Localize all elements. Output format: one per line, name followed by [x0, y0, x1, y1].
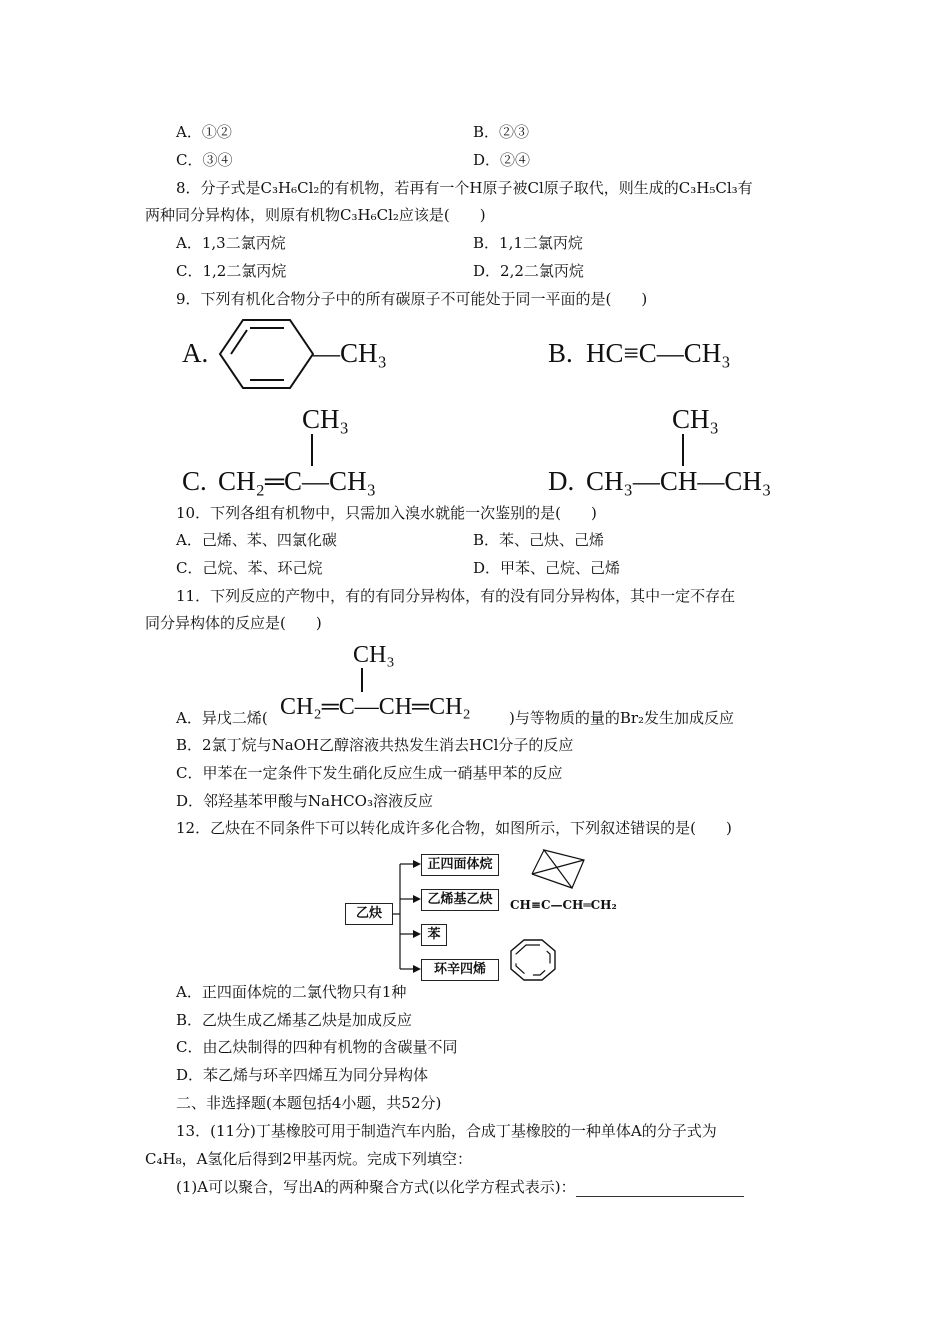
q11-isoprene-bond [360, 668, 364, 692]
q8-option-d: D．2,2二氯丙烷 [473, 262, 584, 280]
q7-option-d: D．②④ [473, 151, 531, 169]
q9-stem: 9．下列有机化合物分子中的所有碳原子不可能处于同一平面的是( ) [176, 290, 648, 308]
q10-option-c: C．己烷、苯、环己烷 [176, 559, 323, 577]
q7-option-a: A．①② [176, 123, 232, 141]
q9-c-methyl: CH₃ [302, 404, 349, 434]
q7-option-b: B．②③ [473, 123, 530, 141]
q8-option-a: A．1,3二氯丙烷 [176, 234, 286, 252]
q10-option-d: D．甲苯、己烷、己烯 [473, 559, 621, 577]
q11-option-d: D．邻羟基苯甲酸与NaHCO₃溶液反应 [176, 792, 433, 810]
q8-stem-line2: 两种同分异构体，则原有机物C₃H₆Cl₂应该是( ) [145, 206, 486, 224]
q11-isoprene-methyl: CH₃ [353, 642, 395, 668]
benzene-ring-icon [218, 316, 318, 392]
q9-label-a: A. [182, 338, 209, 368]
q9-d-methyl: CH₃ [672, 404, 719, 434]
q11-option-c: C．甲苯在一定条件下发生硝化反应生成一硝基甲苯的反应 [176, 764, 563, 782]
q9-d-formula: CH₃—CH—CH₃ [586, 466, 772, 496]
q12-vinylacetylene-formula: CH≡C—CH═CH₂ [510, 898, 617, 912]
section-2-heading: 二、非选择题(本题包括4小题，共52分) [176, 1094, 442, 1112]
q9-label-b: B. [548, 338, 573, 368]
q11-option-a-pre: A．异戊二烯( [176, 709, 268, 727]
q9-a-methyl: —CH₃ [313, 338, 387, 368]
q9-d-bond [681, 434, 685, 466]
q11-option-a-post: )与等物质的量的Br₂发生加成反应 [509, 709, 735, 727]
q12-option-c: C．由乙炔制得的四种有机物的含碳量不同 [176, 1038, 458, 1056]
q9-label-c: C. [182, 466, 207, 496]
q10-option-a: A．己烯、苯、四氯化碳 [176, 531, 337, 549]
q12-option-b: B．乙炔生成乙烯基乙炔是加成反应 [176, 1011, 413, 1029]
q10-option-b: B．苯、己炔、己烯 [473, 531, 605, 549]
q13-stem-line1: 13．(11分)丁基橡胶可用于制造汽车内胎，合成丁基橡胶的一种单体A的分子式为 [176, 1122, 717, 1140]
q12-option-a: A．正四面体烷的二氯代物只有1种 [176, 983, 407, 1001]
q12-source-acetylene: 乙炔 [345, 903, 393, 925]
tetrahedrane-icon [528, 848, 588, 892]
q11-stem-line2: 同分异构体的反应是( ) [145, 614, 322, 632]
q8-stem-line1: 8．分子式是C₃H₆Cl₂的有机物，若再有一个H原子被Cl原子取代，则生成的C₃H₅Cl₃有 [176, 179, 753, 197]
q12-stem: 12．乙炔在不同条件下可以转化成许多化合物，如图所示，下列叙述错误的是( ) [176, 819, 732, 837]
q12-product-cyclooctatetraene: 环辛四烯 [421, 959, 499, 981]
q11-isoprene-formula: CH₂═C—CH═CH₂ [280, 694, 471, 720]
q7-option-c: C．③④ [176, 151, 233, 169]
q11-stem-line1: 11．下列反应的产物中，有的有同分异构体，有的没有同分异构体，其中一定不存在 [176, 587, 736, 605]
q9-c-bond [310, 434, 314, 466]
q13-sub1-text: (1)A可以聚合，写出A的两种聚合方式(以化学方程式表示)： [176, 1178, 576, 1196]
q12-product-benzene: 苯 [421, 924, 447, 946]
cyclooctatetraene-icon [508, 938, 558, 982]
q13-sub1 [176, 1177, 744, 1197]
q8-option-c: C．1,2二氯丙烷 [176, 262, 287, 280]
q12-product-vinylacetylene: 乙烯基乙炔 [421, 889, 499, 911]
q9-b-formula: HC≡C—CH₃ [586, 338, 731, 368]
q8-option-b: B．1,1二氯丙烷 [473, 234, 583, 252]
q9-label-d: D. [548, 466, 575, 496]
q12-option-d: D．苯乙烯与环辛四烯互为同分异构体 [176, 1066, 429, 1084]
q13-answer-blank [576, 1181, 744, 1197]
q10-stem: 10．下列各组有机物中，只需加入溴水就能一次鉴别的是( ) [176, 504, 597, 522]
q12-product-tetrahedrane: 正四面体烷 [421, 854, 499, 876]
q9-c-formula: CH₂═C—CH₃ [218, 466, 376, 496]
q13-stem-line2: C₄H₈，A氢化后得到2甲基丙烷。完成下列填空： [145, 1150, 472, 1168]
q11-option-b: B．2氯丁烷与NaOH乙醇溶液共热发生消去HCl分子的反应 [176, 736, 574, 754]
